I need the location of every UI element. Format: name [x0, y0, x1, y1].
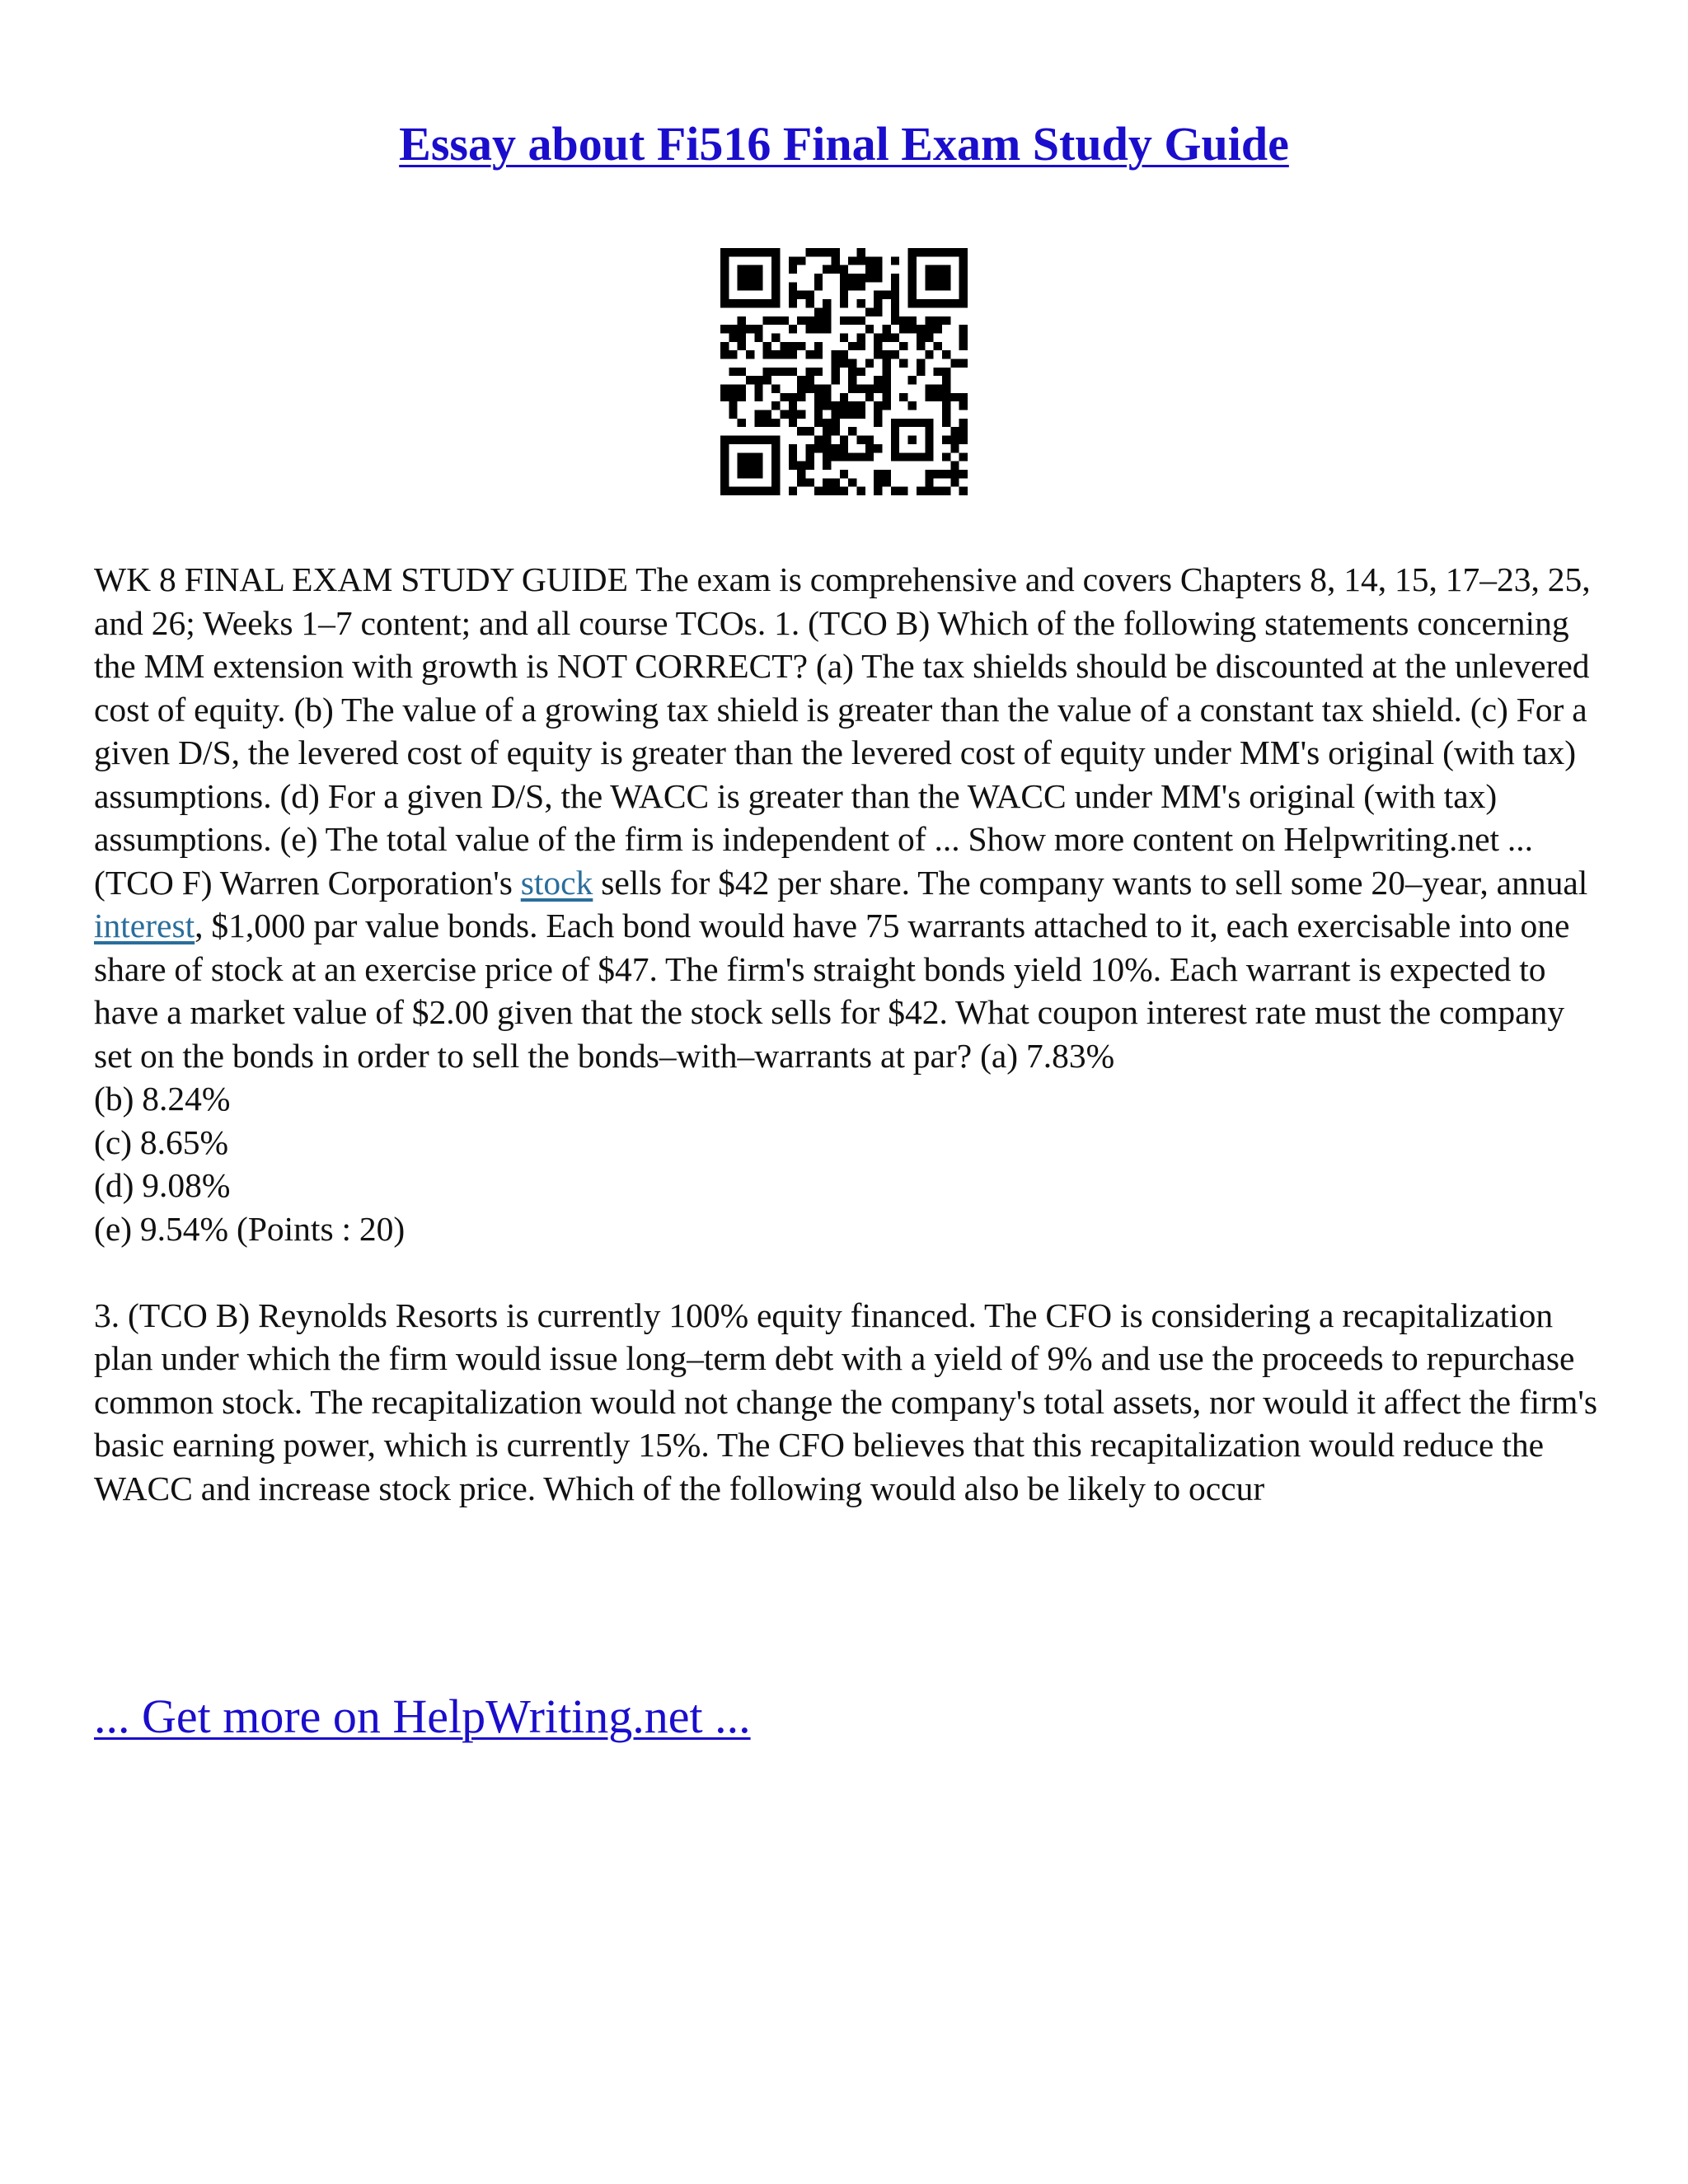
interest-link[interactable]: interest	[94, 907, 195, 944]
paragraph-gap	[94, 1250, 1602, 1294]
paragraph-2-text-3: , $1,000 par value bonds. Each bond would have 75 warrants attached to it, each exercisable into one share of stock at an exercise price of $47. The firm's straight bonds yield 10%. Each warrant is expected to have a market value of $2.00 given that the stock sells for $42. What coupon interest rate must the company set on the bonds in order to sell the bonds–with–warrants at par? (a) 7.83%	[94, 907, 1570, 1075]
footer	[94, 1688, 751, 1746]
option-c: (c) 8.65%	[94, 1122, 229, 1161]
option-e: (e) 9.54% (Points : 20)	[94, 1209, 406, 1248]
qr-code-icon	[720, 248, 968, 495]
qr-modules	[720, 248, 968, 495]
get-more-link[interactable]: ... Get more on HelpWriting.net ...	[94, 1690, 751, 1743]
title-link[interactable]: Essay about Fi516 Final Exam Study Guide	[399, 117, 1289, 171]
paragraph-2-text-2: sells for $42 per share. The company wants to sell some 20–year, annual	[593, 863, 1588, 902]
page-title	[0, 115, 1688, 173]
stock-link[interactable]: stock	[520, 863, 593, 902]
document-body	[94, 558, 1602, 1510]
paragraph-2	[94, 861, 1602, 1078]
paragraph-3: 3. (TCO B) Reynolds Resorts is currently 100% equity financed. The CFO is considering a recapitalization plan under which the firm would issue long–term debt with a yield of 9% and use the proceeds to repurchase common stock. The recapitalization would not change the company's total assets, nor would it affect the firm's basic earning power, which is currently 15%. The CFO believes that this recapitalization would reduce the WACC and increase stock price. Which of the following would also be likely to occur	[94, 1296, 1598, 1507]
option-b: (b) 8.24%	[94, 1080, 231, 1118]
option-d: (d) 9.08%	[94, 1166, 231, 1204]
paragraph-1: WK 8 FINAL EXAM STUDY GUIDE The exam is comprehensive and covers Chapters 8, 14, 15, 17–23, 25, and 26; Weeks 1–7 content; and all course TCOs. 1. (TCO B) Which of the following statements concerning the MM extension with growth is NOT CORRECT? (a) The tax shields should be discounted at the unlevered cost of equity. (b) The value of a growing tax shield is greater than the value of a constant tax shield. (c) For a given D/S, the levered cost of equity is greater than the levered cost of equity under MM's original (with tax) assumptions. (d) For a given D/S, the WACC is greater than the WACC under MM's original (with tax) assumptions. (e) The total value of the firm is independent of ... Show more content on Helpwriting.net ...	[94, 560, 1591, 858]
paragraph-2-text-1: (TCO F) Warren Corporation's	[94, 863, 521, 902]
